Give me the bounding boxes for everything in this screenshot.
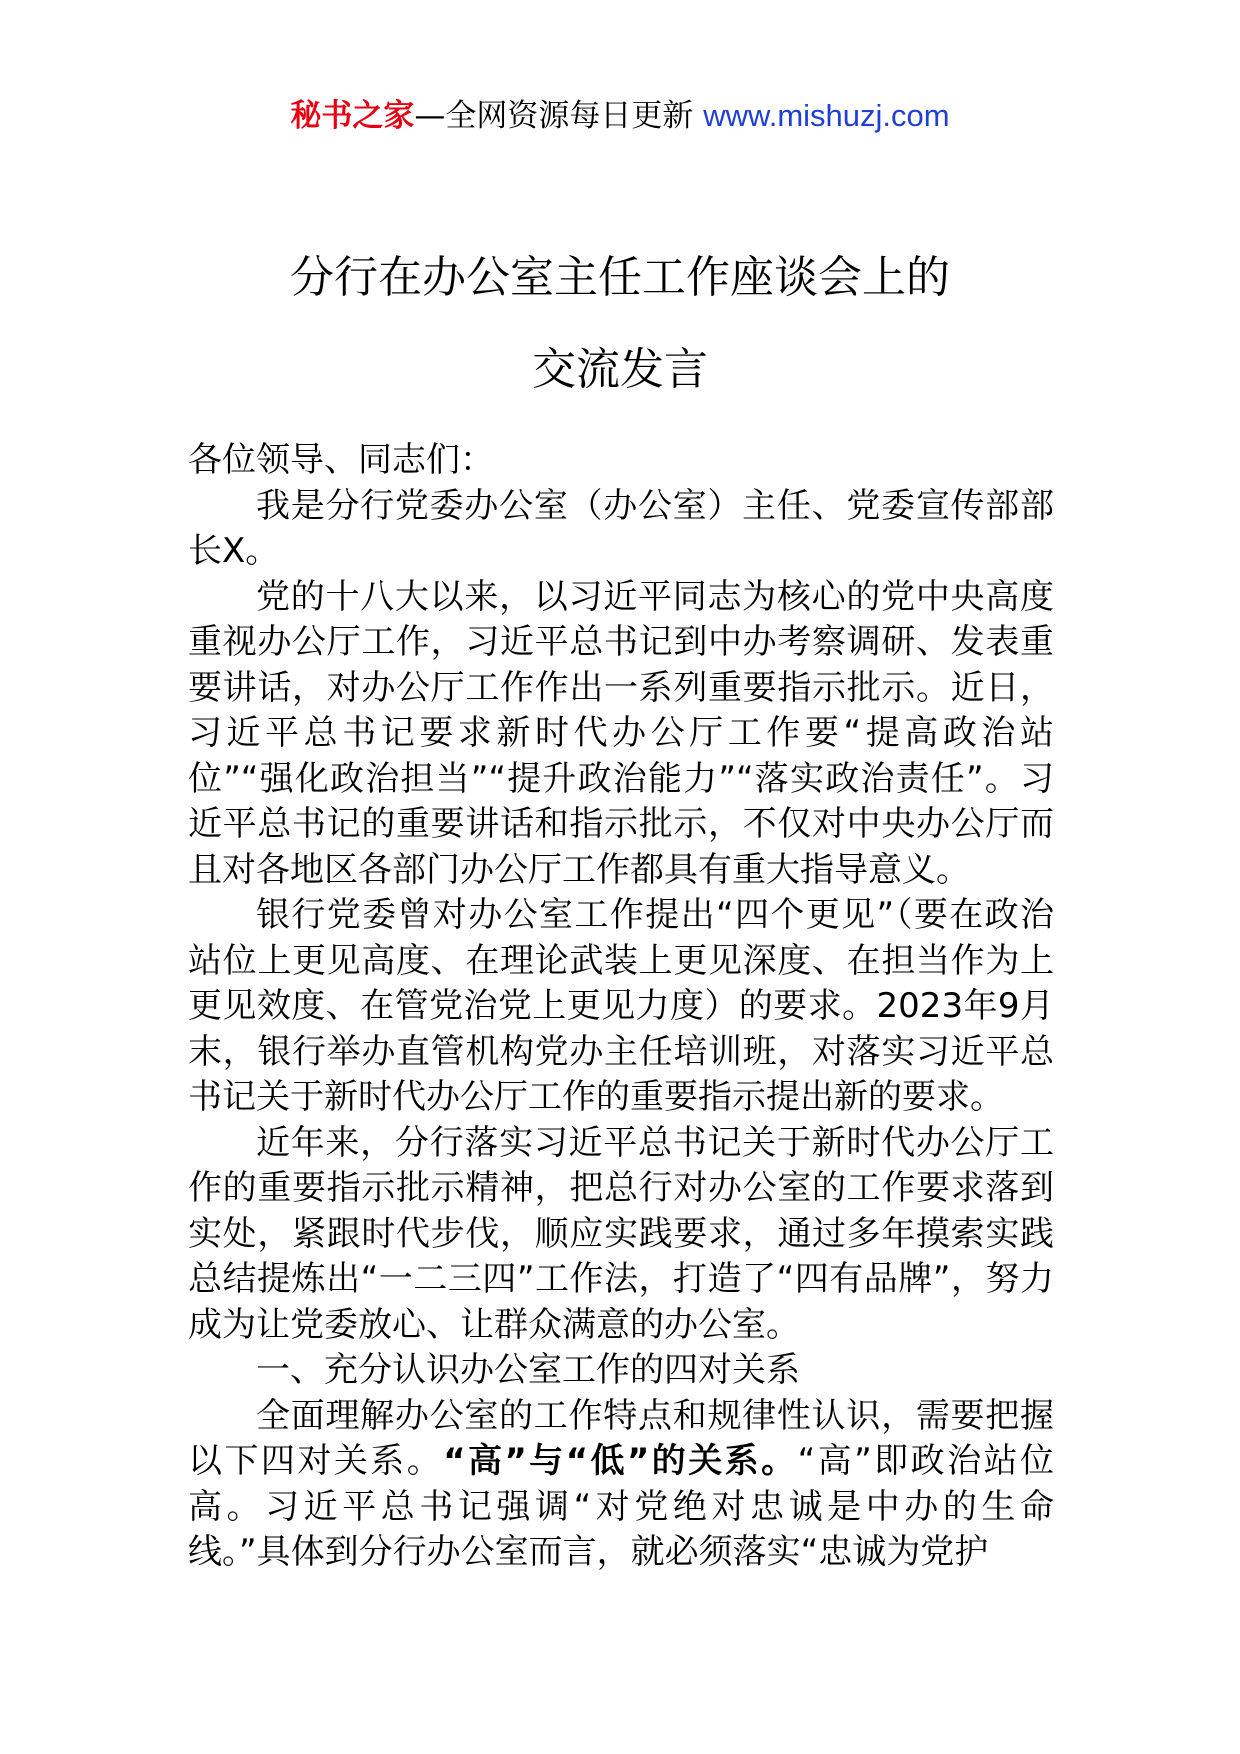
paragraph-relations: [188, 1394, 1054, 1576]
paragraph-achievements: 近年来，分行落实习近平总书记关于新时代办公厅工作的重要指示批示精神，把总行对办公室的工作要求落到实处，紧跟时代步伐，顺应实践要求，通过多年摸索实践总结提炼出“一二三四”工作法，打造了“四有品牌”，努力成为让党委放心、让群众满意的办公室。: [188, 1122, 1054, 1345]
document-title-line-1: 分行在办公室主任工作座谈会上的: [290, 252, 950, 303]
section-heading-1: 一、充分认识办公室工作的四对关系: [256, 1350, 800, 1390]
header-slogan: —全网资源每日更新: [414, 98, 694, 134]
document-title: [0, 232, 1240, 416]
document-body: [188, 438, 1054, 1576]
document-title-line-2: 交流发言: [532, 344, 708, 395]
brand-name: 秘书之家: [290, 98, 415, 134]
header-url-link[interactable]: www.mishuzj.com: [703, 98, 950, 133]
paragraph-background: 党的十八大以来，以习近平同志为核心的党中央高度重视办公厅工作，习近平总书记到中办考察调研、发表重要讲话，对办公厅工作作出一系列重要指示批示。近日，习近平总书记要求新时代办公厅工作要“提高政治站位”“强化政治担当”“提升政治能力”“落实政治责任”。习近平总书记的重要讲话和指示批示，不仅对中央办公厅而且对各地区各部门办公厅工作都具有重大指导意义。: [188, 576, 1054, 890]
relation-heading-high-low: “高”与“低”的关系。: [443, 1441, 798, 1481]
paragraph-requirements: 银行党委曾对办公室工作提出“四个更见”（要在政治站位上更见高度、在理论武装上更见深度、在担当作为上更见效度、在管党治党上更见力度）的要求。2023年9月末，银行举办直管机构党办主任培训班，对落实习近平总书记关于新时代办公厅工作的重要指示提出新的要求。: [188, 895, 1054, 1117]
paragraph-intro: 我是分行党委办公室（办公室）主任、党委宣传部部长X。: [188, 485, 1054, 571]
salutation: 各位领导、同志们：: [188, 440, 494, 480]
paragraph-relations-detail: “高”即政治站位高。习近平总书记强调“对党绝对忠诚是中办的生命线。”具体到分行办公室而言，就必须落实“忠诚为党护: [188, 1441, 1054, 1572]
paragraph-relations-intro: 全面理解办公室的工作特点和规律性认识，需要把握以下四对关系。: [188, 1395, 1054, 1481]
site-header: [0, 96, 1240, 136]
